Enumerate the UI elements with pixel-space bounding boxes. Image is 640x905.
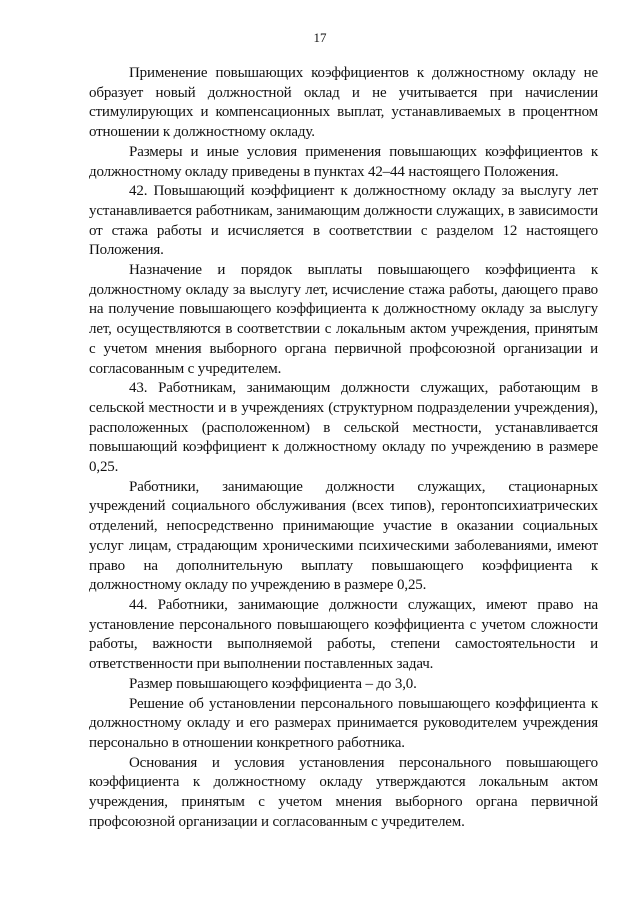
page-number: 17 <box>313 30 327 45</box>
paragraph-social-service-workers: Работники, занимающие должности служащих, стационарных учреждений социального обслуживания (всех типов), геронтопсихиатрических отделений, непосредственно принимающие участие в оказании социальных услуг лицам, страдающим хроническими психическими заболеваниями, имеют право на дополнительную выплату повышающего коэффициента к должностному окладу по учреждению в размере 0,25. <box>89 478 598 594</box>
paragraph-coefficient-max: Размер повышающего коэффициента – до 3,0. <box>129 675 417 692</box>
paragraph-item-44: 44. Работники, занимающие должности служащих, имеют право на установление персонального повышающего коэффициента с учетом сложности работы, важности выполняемой работы, степени самостоятельности и ответственности при выполнении поставленных задач. <box>89 596 598 673</box>
paragraph-coefficient-sizes: Размеры и иные условия применения повышающих коэффициентов к должностному окладу приведены в пунктах 42–44 настоящего Положения. <box>89 143 598 180</box>
paragraph-seniority-procedure: Назначение и порядок выплаты повышающего коэффициента к должностному окладу за выслугу лет, исчисление стажа работы, дающего право на получение повышающего коэффициента к должностному окладу за выслугу лет, осуществляются в соответствии с локальным актом учреждения, принятым с учетом мнения выборного органа первичной профсоюзной организации и согласованным с учредителем. <box>89 262 598 377</box>
document-body <box>89 64 598 832</box>
paragraph-item-42: 42. Повышающий коэффициент к должностному окладу за выслугу лет устанавливается работникам, занимающим должности служащих, в зависимости от стажа работы и исчисляется в соответствии с разделом 12 настоящего Положения. <box>89 183 598 259</box>
paragraph-item-43: 43. Работникам, занимающим должности служащих, работающим в сельской местности и в учреждениях (структурном подразделении учреждения), расположенных (расположенном) в сельской местности, устанавливается повышающий коэффициент к должностному окладу по учреждению в размере 0,25. <box>89 380 598 476</box>
paragraph-grounds: Основания и условия установления персонального повышающего коэффициента к должностному окладу утверждаются локальным актом учреждения, принятым с учетом мнения выборного органа первичной профсоюзной организации и согласованным с учредителем. <box>89 754 598 830</box>
paragraph-decision: Решение об установлении персонального повышающего коэффициента к должностному окладу и его размерах принимается руководителем учреждения персонально в отношении конкретного работника. <box>89 695 598 751</box>
paragraph-coefficient-application: Применение повышающих коэффициентов к должностному окладу не образует новый должностной оклад и не учитывается при начислении стимулирующих и компенсационных выплат, устанавливаемых в процентном отношении к должностному окладу. <box>89 65 598 141</box>
